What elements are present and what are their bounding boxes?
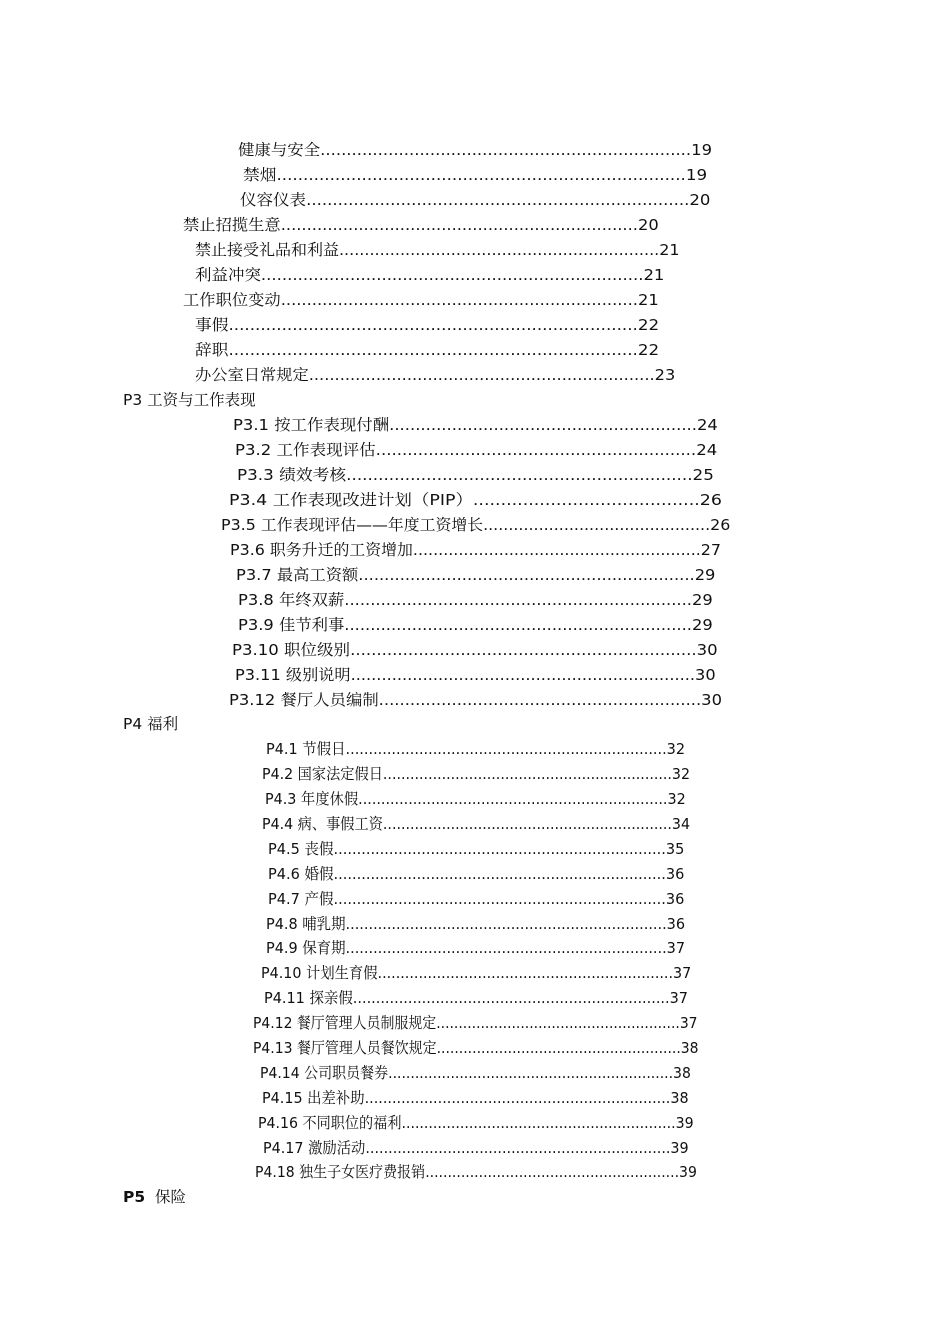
toc-entry[interactable]: P3.7 最高工资额.................................................................29 [236, 566, 716, 584]
toc-entry[interactable]: P4.17 激励活动...................................................................39 [263, 1139, 689, 1157]
toc-entry[interactable]: P3.1 按工作表现付酬...........................................................24 [233, 416, 718, 434]
toc-entry[interactable]: P3.6 职务升迁的工资增加.........................................................27 [230, 541, 722, 559]
toc-entry[interactable]: P4.13 餐厅管理人员餐饮规定.......................................................38 [253, 1039, 699, 1057]
toc-entry[interactable]: 辞职.............................................................................22 [195, 341, 660, 359]
section-code: P5 [123, 1188, 146, 1206]
toc-entry[interactable]: P4.4 病、事假工资................................................................34 [262, 815, 690, 833]
section-title: 保险 [155, 1188, 187, 1206]
toc-entry[interactable]: 健康与安全.......................................................................19 [238, 141, 713, 159]
toc-entry[interactable]: 办公室日常规定...................................................................23 [195, 366, 676, 384]
toc-entry[interactable]: 利益冲突.........................................................................21 [195, 266, 665, 284]
toc-entry[interactable]: P3.5 工作表现评估——年度工资增长.............................................26 [221, 516, 731, 534]
toc-entry[interactable]: P4.10 计划生育假.................................................................37 [261, 964, 692, 982]
toc-entry[interactable]: 工作职位变动.....................................................................21 [183, 291, 659, 309]
toc-entry[interactable]: 禁烟.............................................................................19 [243, 166, 708, 184]
toc-entry[interactable]: P3.9 佳节利事...................................................................29 [238, 616, 713, 634]
toc-entry[interactable]: P3.8 年终双薪...................................................................29 [238, 591, 713, 609]
toc-entry[interactable]: P4.9 保育期......................................................................37 [266, 939, 686, 957]
toc-entry[interactable]: P4.5 丧假........................................................................35 [268, 840, 685, 858]
toc-entry[interactable]: P3.11 级别说明...................................................................30 [235, 666, 716, 684]
toc-entry[interactable]: P3.10 职位级别..................................................................30 [232, 641, 718, 659]
toc-entry[interactable]: P4.15 出差补助...................................................................38 [262, 1089, 689, 1107]
toc-entry[interactable]: P4.12 餐厅管理人员制服规定.......................................................37 [253, 1014, 698, 1032]
toc-entry[interactable]: P3.12 餐厅人员编制..............................................................30 [229, 691, 722, 709]
toc-entry[interactable]: P4.8 哺乳期......................................................................36 [266, 915, 686, 933]
toc-entry[interactable]: 事假.............................................................................22 [195, 316, 660, 334]
toc-entry[interactable]: 禁止接受礼品和利益...............................................................21 [195, 241, 680, 259]
toc-entry[interactable]: P4.2 国家法定假日................................................................32 [262, 765, 690, 783]
toc-entry[interactable]: P4.7 产假........................................................................36 [268, 890, 685, 908]
toc-entry[interactable]: P3.2 工作表现评估.............................................................24 [235, 441, 718, 459]
toc-entry[interactable]: P3.3 绩效考核.................................................................25 [237, 466, 714, 484]
toc-entry[interactable]: P4.6 婚假........................................................................36 [268, 865, 685, 883]
toc-entry[interactable]: P3.4 工作表现改进计划（PIP）.........................................26 [229, 491, 722, 509]
section-heading-p4: P4 福利 [123, 715, 179, 733]
section-heading-p3: P3 工资与工作表现 [123, 391, 256, 409]
toc-entry[interactable]: 仪容仪表.........................................................................20 [240, 191, 711, 209]
toc-entry[interactable]: P4.1 节假日......................................................................32 [266, 740, 686, 758]
section-heading-p5 [123, 1187, 186, 1207]
toc-entry[interactable]: P4.16 不同职位的福利.............................................................39 [258, 1114, 694, 1132]
toc-entry[interactable]: P4.18 独生子女医疗费报销.........................................................39 [255, 1163, 697, 1181]
toc-entry[interactable]: P4.14 公司职员餐券................................................................38 [260, 1064, 691, 1082]
toc-entry[interactable]: P4.11 探亲假.....................................................................37 [264, 989, 688, 1007]
toc-entry[interactable]: P4.3 年度休假....................................................................32 [265, 790, 686, 808]
toc-entry[interactable]: 禁止招揽生意.....................................................................20 [183, 216, 659, 234]
